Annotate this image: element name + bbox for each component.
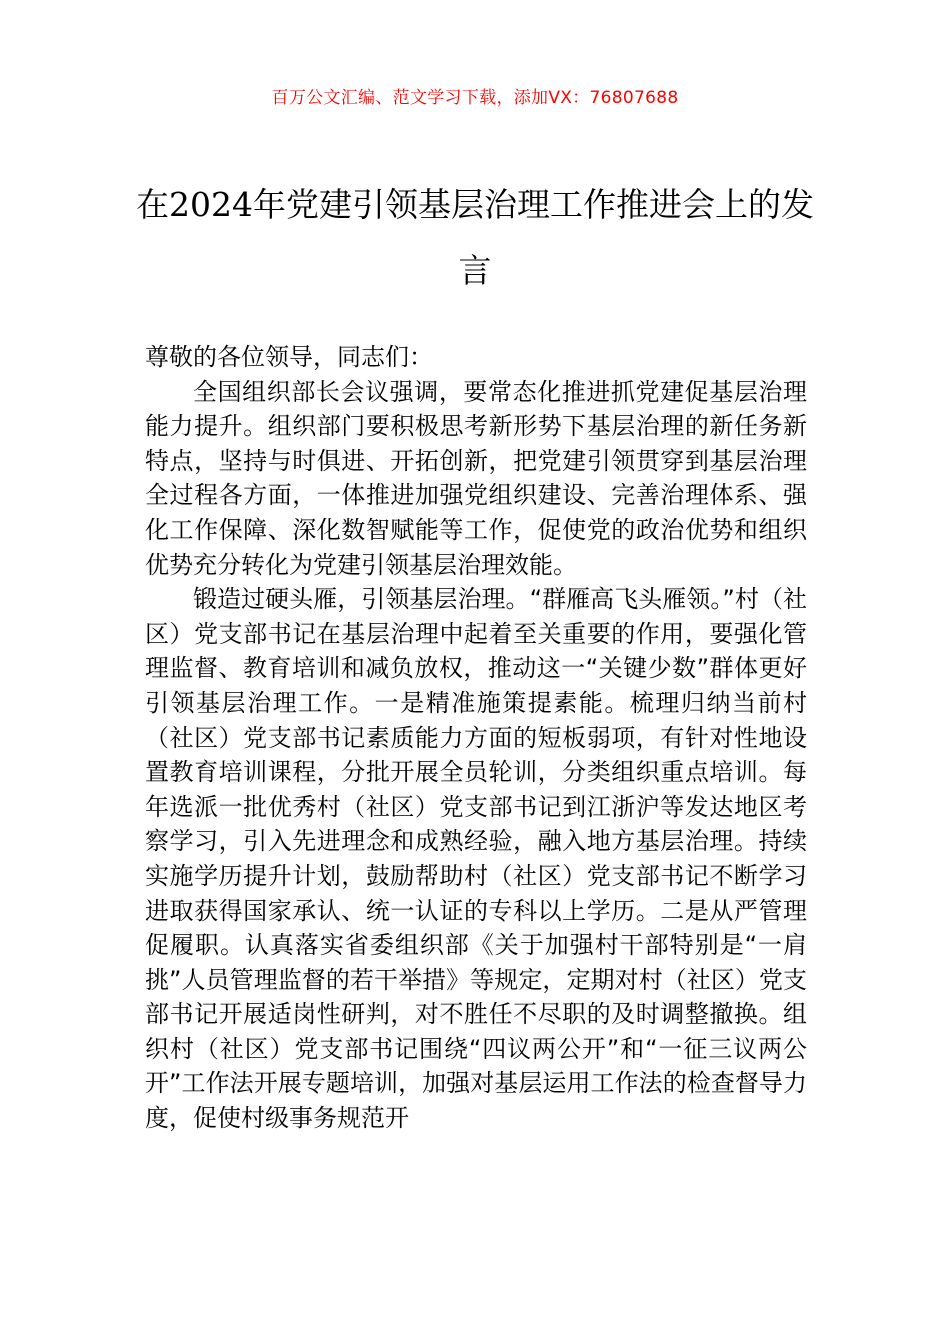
header-promo-note: 百万公文汇编、范文学习下载，添加VX：76807688 [271, 88, 679, 108]
paragraph-section-1: 锻造过硬头雁，引领基层治理。“群雁高飞头雁领。”村（社区）党支部书记在基层治理中起着至关重要的作用，要强化管理监督、教育培训和减负放权，推动这一“关键少数”群体更好引领基层治理工作。一是精准施策提素能。梳理归纳当前村（社区）党支部书记素质能力方面的短板弱项，有针对性地设置教育培训课程，分批开展全员轮训，分类组织重点培训。每年选派一批优秀村（社区）党支部书记到江浙沪等发达地区考察学习，引入先进理念和成熟经验，融入地方基层治理。持续实施学历提升计划，鼓励帮助村（社区）党支部书记不断学习进取获得国家承认、统一认证的专科以上学历。二是从严管理促履职。认真落实省委组织部《关于加强村干部特别是“一肩挑”人员管理监督的若干举措》等规定，定期对村（社区）党支部书记开展适岗性研判，对不胜任不尽职的及时调整撤换。组织村（社区）党支部书记围绕“四议两公开”和“一征三议两公开”工作法开展专题培训，加强对基层运用工作法的检查督导力度，促使村级事务规范开 [145, 585, 807, 1133]
paragraph-intro: 全国组织部长会议强调，要常态化推进抓党建促基层治理能力提升。组织部门要积极思考新形势下基层治理的新任务新特点，坚持与时俱进、开拓创新，把党建引领贯穿到基层治理全过程各方面，一体推进加强党组织建设、完善治理体系、强化工作保障、深化数智赋能等工作，促使党的政治优势和组织优势充分转化为党建引领基层治理效能。 [145, 377, 807, 579]
document-title: 在2024年党建引领基层治理工作推进会上的发言 [136, 185, 814, 290]
salutation: 尊敬的各位领导，同志们： [145, 343, 433, 371]
document-body [145, 340, 807, 1136]
